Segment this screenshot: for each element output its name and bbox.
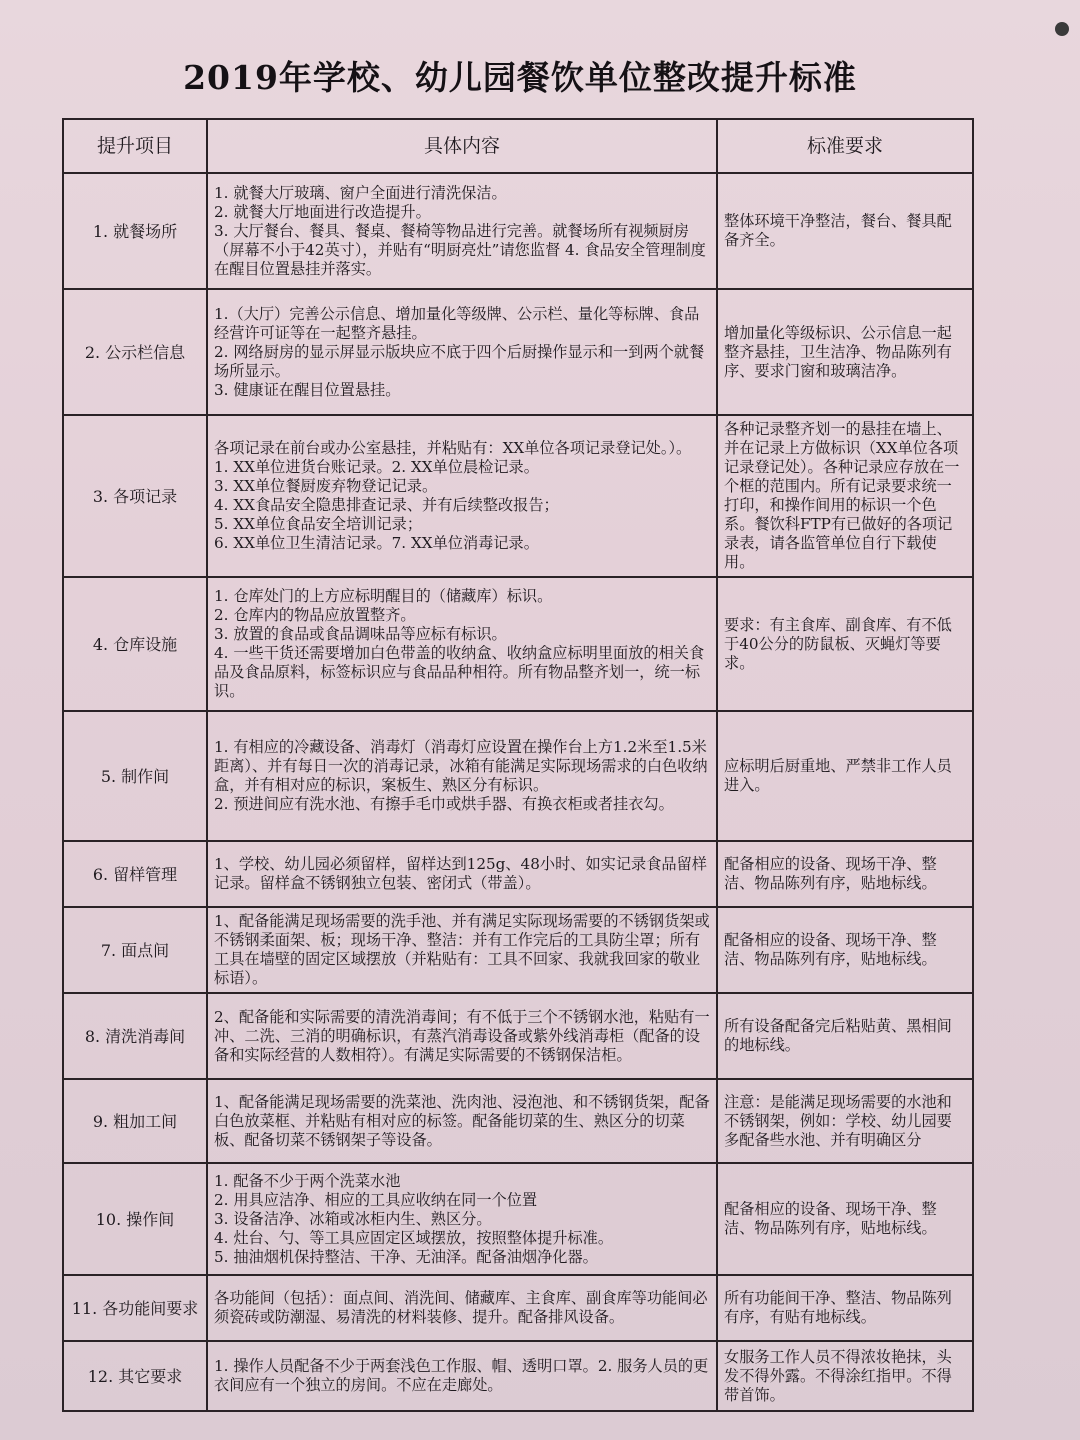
row-item: 3. 各项记录: [63, 415, 207, 577]
content-line: 6. XX单位卫生清洁记录。7. XX单位消毒记录。: [214, 534, 539, 552]
row-item: 11. 各功能间要求: [63, 1275, 207, 1341]
row-item: 2. 公示栏信息: [63, 289, 207, 415]
content-line: 4. 灶台、勺、等工具应固定区域摆放，按照整体提升标准。: [214, 1228, 614, 1247]
row-content: [207, 841, 717, 907]
table-row: [63, 577, 973, 711]
content-line: 1. XX单位进货台账记录。2. XX单位晨检记录。: [214, 458, 539, 476]
header-content: 具体内容: [207, 119, 717, 173]
content-line: 1. 操作人员配备不少于两套浅色工作服、帽、透明口罩。2. 服务人员的更衣间应有一个独立的房间。不应在走廊处。: [214, 1357, 709, 1394]
row-requirement: 女服务工作人员不得浓妆艳抹，头发不得外露。不得涂红指甲。不得带首饰。: [717, 1341, 973, 1411]
row-requirement: 配备相应的设备、现场干净、整洁、物品陈列有序，贴地标线。: [717, 907, 973, 993]
row-content: [207, 1275, 717, 1341]
row-item: 10. 操作间: [63, 1163, 207, 1275]
row-item: 8. 清洗消毒间: [63, 993, 207, 1079]
page-title: 2019年学校、幼儿园餐饮单位整改提升标准: [183, 58, 857, 97]
edge-mark: [1055, 22, 1069, 36]
content-line: 3. 放置的食品或食品调味品等应标有标识。: [214, 625, 507, 643]
table-row: [63, 907, 973, 993]
header-requirement: 标准要求: [717, 119, 973, 173]
content-line: 1、学校、幼儿园必须留样，留样达到125g、48小时、如实记录食品留样记录。留样盒不锈钢独立包装、密闭式（带盖）。: [214, 855, 707, 892]
table-row: [63, 1163, 973, 1275]
table-row: [63, 1341, 973, 1411]
content-line: 1. 配备不少于两个洗菜水池: [214, 1171, 401, 1190]
content-line: 1.（大厅）完善公示信息、增加量化等级牌、公示栏、量化等标牌、食品经营许可证等在一起整齐悬挂。: [214, 304, 700, 342]
row-content: [207, 1163, 717, 1275]
content-line: 2. 仓库内的物品应放置整齐。: [214, 606, 416, 624]
table-header-row: [63, 119, 973, 173]
row-content: [207, 711, 717, 841]
row-requirement: 配备相应的设备、现场干净、整洁、物品陈列有序，贴地标线。: [717, 841, 973, 907]
content-line: 各项记录在前台或办公室悬挂，并粘贴有：XX单位各项记录登记处。）。: [214, 439, 692, 457]
table-row: [63, 841, 973, 907]
row-requirement: 增加量化等级标识、公示信息一起整齐悬挂，卫生洁净、物品陈列有序、要求门窗和玻璃洁净。: [717, 289, 973, 415]
content-line: 3. 健康证在醒目位置悬挂。: [214, 380, 401, 399]
row-requirement: 应标明后厨重地、严禁非工作人员进入。: [717, 711, 973, 841]
standards-table: [62, 118, 974, 1412]
table-row: [63, 1275, 973, 1341]
content-line: 4. XX食品安全隐患排查记录、并有后续整改报告；: [214, 496, 559, 514]
table-row: [63, 1079, 973, 1163]
row-requirement: 所有功能间干净、整洁、物品陈列有序，有贴有地标线。: [717, 1275, 973, 1341]
content-line: 5. 抽油烟机保持整洁、干净、无油泽。配备油烟净化器。: [214, 1247, 598, 1266]
content-line: 4. 一些干货还需要增加白色带盖的收纳盒、收纳盒应标明里面放的相关食品及食品原料，标签标识应与食品品种相符。所有物品整齐划一，统一标识。: [214, 644, 705, 700]
content-line: 1、配备能满足现场需要的洗手池、并有满足实际现场需要的不锈钢货架或不锈钢柔面架、板；现场干净、整洁：并有工作完后的工具防尘罩；所有工具在墙壁的固定区域摆放（并粘贴有：工具不回家、我就我回家的敬业标语）。: [214, 912, 710, 987]
row-content: [207, 577, 717, 711]
content-line: 5. XX单位食品安全培训记录；: [214, 515, 423, 533]
content-line: 2、配备能和实际需要的清洗消毒间；有不低于三个不锈钢水池，粘贴有一冲、二洗、三消的明确标识，有蒸汽消毒设备或紫外线消毒柜（配备的设备和实际经营的人数相符）。有满足实际需要的不锈钢保洁柜。: [214, 1007, 710, 1064]
row-content: [207, 993, 717, 1079]
row-item: 1. 就餐场所: [63, 173, 207, 289]
content-line: 2. 就餐大厅地面进行改造提升。: [214, 202, 431, 221]
row-item: 6. 留样管理: [63, 841, 207, 907]
table-row: [63, 993, 973, 1079]
content-line: 1、配备能满足现场需要的洗菜池、洗肉池、浸泡池、和不锈钢货架，配备白色放菜框、并粘贴有相对应的标签。配备能切菜的生、熟区分的切菜板、配备切菜不锈钢架子等设备。: [214, 1092, 710, 1149]
row-requirement: 各种记录整齐划一的悬挂在墙上、并在记录上方做标识（XX单位各项记录登记处）。各种记录应存放在一个框的范围内。所有记录要求统一打印，和操作间用的标识一个色系。餐饮科FTP有已做好的各项记录表，请各监管单位自行下载使用。: [717, 415, 973, 577]
table-row: [63, 415, 973, 577]
table-row: [63, 711, 973, 841]
row-item: 9. 粗加工间: [63, 1079, 207, 1163]
row-content: [207, 289, 717, 415]
content-line: 1. 仓库处门的上方应标明醒目的（储藏库）标识。: [214, 587, 553, 605]
content-line: 3. 大厅餐台、餐具、餐桌、餐椅等物品进行完善。就餐场所有视频厨房（屏幕不小于42英寸），并贴有“明厨亮灶”请您监督 4. 食品安全管理制度在醒目位置悬挂并落实。: [214, 221, 706, 278]
content-line: 2. 用具应洁净、相应的工具应收纳在同一个位置: [214, 1190, 538, 1209]
row-item: 4. 仓库设施: [63, 577, 207, 711]
content-line: 2. 网络厨房的显示屏显示版块应不底于四个后厨操作显示和一到两个就餐场所显示。: [214, 342, 705, 380]
row-item: 7. 面点间: [63, 907, 207, 993]
row-content: [207, 415, 717, 577]
table-row: [63, 173, 973, 289]
row-content: [207, 907, 717, 993]
header-item: 提升项目: [63, 119, 207, 173]
row-requirement: 要求：有主食库、副食库、有不低于40公分的防鼠板、灭蝇灯等要求。: [717, 577, 973, 711]
content-line: 3. XX单位餐厨废弃物登记记录。: [214, 477, 438, 495]
row-item: 5. 制作间: [63, 711, 207, 841]
content-line: 2. 预进间应有洗水池、有擦手毛巾或烘手器、有换衣柜或者挂衣勾。: [214, 795, 674, 813]
row-content: [207, 173, 717, 289]
row-requirement: 所有设备配备完后粘贴黄、黑相间的地标线。: [717, 993, 973, 1079]
content-line: 各功能间（包括）：面点间、消洗间、储藏库、主食库、副食库等功能间必须瓷砖或防潮湿、易清洗的材料装修、提升。配备排风设备。: [214, 1289, 708, 1326]
table-row: [63, 289, 973, 415]
row-requirement: 配备相应的设备、现场干净、整洁、物品陈列有序，贴地标线。: [717, 1163, 973, 1275]
row-content: [207, 1079, 717, 1163]
content-line: 3. 设备洁净、冰箱或冰柜内生、熟区分。: [214, 1209, 492, 1228]
content-line: 1. 就餐大厅玻璃、窗户全面进行清洗保洁。: [214, 183, 507, 202]
table-body: [63, 173, 973, 1411]
content-line: 1. 有相应的冷藏设备、消毒灯（消毒灯应设置在操作台上方1.2米至1.5米距离）、并有每日一次的消毒记录，冰箱有能满足实际现场需求的白色收纳盒，并有相对应的标识，案板生、熟区分有标识。: [214, 738, 708, 794]
row-requirement: 注意：是能满足现场需要的水池和不锈钢架，例如：学校、幼儿园要多配备些水池、并有明确区分: [717, 1079, 973, 1163]
row-requirement: 整体环境干净整洁，餐台、餐具配备齐全。: [717, 173, 973, 289]
row-item: 12. 其它要求: [63, 1341, 207, 1411]
row-content: [207, 1341, 717, 1411]
